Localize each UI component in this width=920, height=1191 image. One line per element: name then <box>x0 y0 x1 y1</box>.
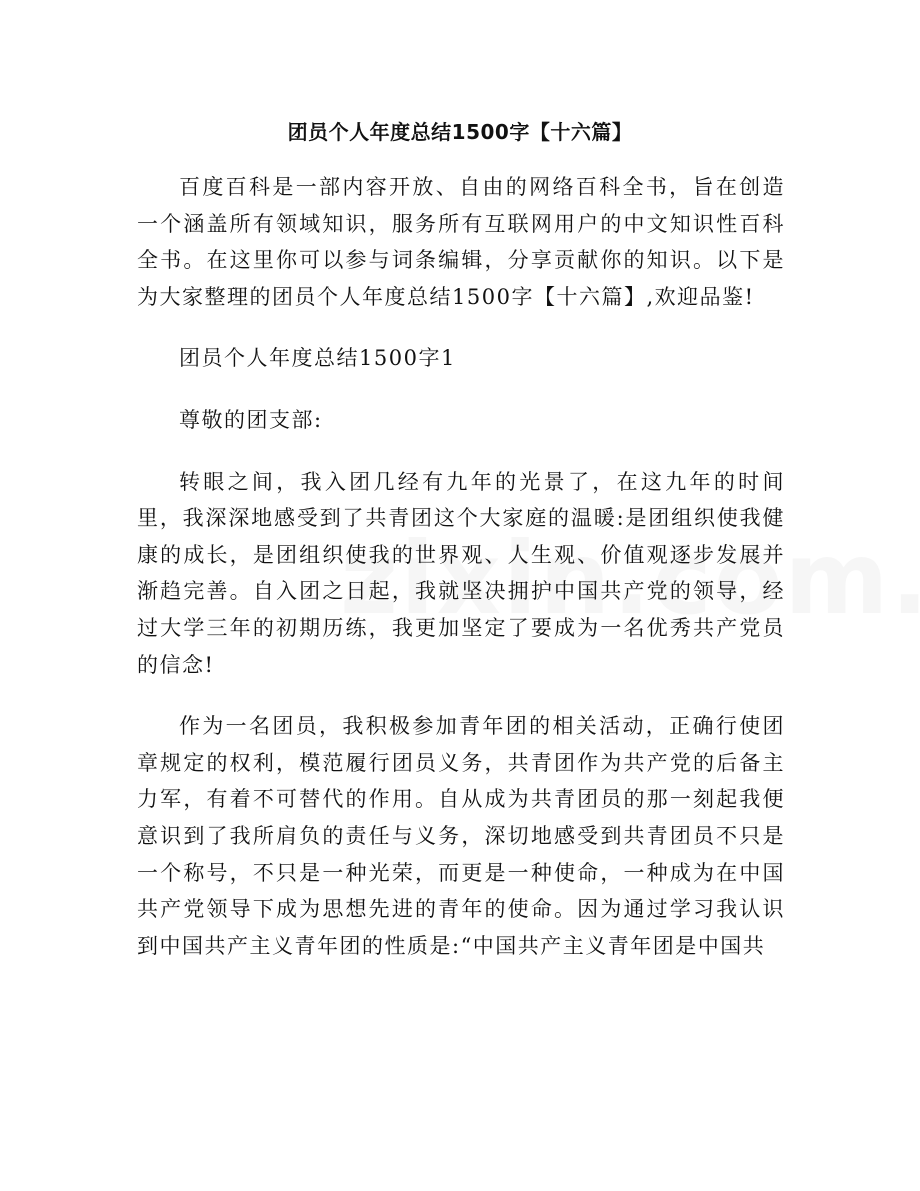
page-title: 团员个人年度总结1500字【十六篇】 <box>287 120 633 144</box>
salutation: 尊敬的团支部: <box>179 407 323 432</box>
document-body <box>137 169 785 989</box>
intro-paragraph: 百度百科是一部内容开放、自由的网络百科全书，旨在创造一个涵盖所有领域知识，服务所有互联网用户的中文知识性百科全书。在这里你可以参与词条编辑，分享贡献你的知识。以下是为大家整理的团员个人年度总结1500字【十六篇】,欢迎品鉴! <box>137 175 785 309</box>
body-paragraph-2: 作为一名团员，我积极参加青年团的相关活动，正确行使团章规定的权利，模范履行团员义务，共青团作为共产党的后备主力军，有着不可替代的作用。自从成为共青团员的那一刻起我便意识到了我所肩负的责任与义务，深切地感受到共青团员不只是一个称号，不只是一种光荣，而更是一种使命，一种成为在中国共产党领导下成为思想先进的青年的使命。因为通过学习我认识到中国共产主义青年团的性质是:“中国共产主义青年团是中国共 <box>137 714 785 958</box>
section-heading: 团员个人年度总结1500字1 <box>179 346 456 371</box>
body-paragraph-1: 转眼之间，我入团几经有九年的光景了，在这九年的时间里，我深深地感受到了共青团这个大家庭的温暖:是团组织使我健康的成长，是团组织使我的世界观、人生观、价值观逐步发展并渐趋完善。自入团之日起，我就坚决拥护中国共产党的领导，经过大学三年的初期历练，我更加坚定了要成为一名优秀共产党员的信念! <box>137 469 785 677</box>
